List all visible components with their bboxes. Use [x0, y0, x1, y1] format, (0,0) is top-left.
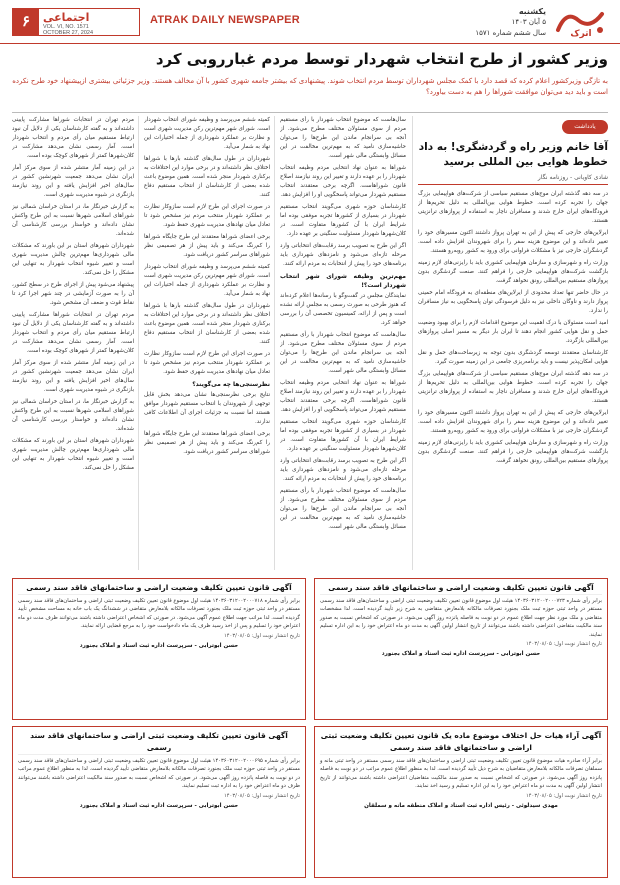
section-name: اجتماعی [43, 11, 90, 24]
column-divider [138, 116, 139, 570]
col2-p2: شهرداران در طول سال‌های گذشته بارها با شوراها اختلاف نظر داشته‌اند و در برخی موارد این اختلافات به برکناری شهردار منجر شده است. همین موضوع باعث شده بعضی از کارشناسان از انتخاب مستقیم دفاع کنند. [144, 156, 270, 198]
notice-date: تاریخ انتشار نوبت اول: ۱۴۰۳/۰۸/۰۵ [525, 792, 602, 799]
col2-p1: کمیته ششم می‌پرسد و وظیفه شورای انتخاب شهردار است. شورای شهر مهم‌ترین رکن مدیریت شهری است و نظارت بر عملکرد شهرداری از جمله اختیارات این نهاد به شمار می‌آید. [144, 117, 270, 150]
notice-sign: حسن ابوترابی - سرپرست اداره ثبت اسناد و املاک بجنورد [381, 651, 541, 658]
notice-sign: مهدی سیدلوئی - رئیس اداره ثبت اسناد و املاک منطقه مانه و سملقان [364, 803, 558, 810]
col1-p2: شوراها به عنوان نهاد انتخابی مردم وظیفه انتخاب شهردار را بر عهده دارند و تغییر این روند نیازمند اصلاح قانون شوراهاست. اگرچه برخی معتقدند انتخاب مستقیم شهردار می‌تواند پاسخگویی او را افزایش دهد. [280, 165, 406, 198]
notice-body: برابر رأی شماره ۱۴۰۳۶۰۳۱۲۰۰۲۰۰۰۶۹۵ هیئت اول موضوع قانون تعیین تکلیف وضعیت ثبتی اراضی و ساختمان‌های فاقد سند رسمی مستقر در واحد ثبتی حوزه ثبت ملک بجنورد تصرفات مالکانه بلامعارض متقاضی تأیید گردیده است. لذا به منظور اطلاع عموم مراتب در دو نوبت به فاصله پانزده روز آگهی می‌شود. در صورتی که اشخاص نسبت به صدور سند مالکیت اعتراضی داشته باشند می‌توانند ظرف دو ماه اعتراض خود را به اداره ثبت تسلیم نمایند. [18, 758, 300, 790]
col3-p7: در این زمینه آمار منتشر شده از سوی مرکز آمار ایران نشان می‌دهد جمعیت شهرنشین کشور در سال‌های اخیر افزایش یافته و این روند نیازمند بازنگری در شیوه مدیریت شهری است. [12, 360, 134, 393]
sidebar-p2: ایرلاین‌های خارجی که پیش از این به تهران پرواز داشتند اکنون مسیرهای خود را تغییر داده‌اند و این موضوع هزینه سفر را برای شهروندان افزایش داده است. گردشگران خارجی نیز با مشکلات فراوانی برای ورود به کشور روبه‌رو هستند. [418, 230, 608, 254]
col3-p3: به گزارش خبرنگار ما، در استان خراسان شمالی نیز شوراهای اسلامی شهرها نسبت به این طرح واکنش نشان داده‌اند و خواستار بررسی کارشناسی آن شده‌اند. [12, 204, 134, 237]
notice-date: تاریخ انتشار نوبت اول: ۱۴۰۳/۰۸/۰۵ [525, 641, 602, 648]
col2-p3: در صورت اجرای این طرح لازم است سازوکار نظارت بر عملکرد شهردار منتخب مردم نیز مشخص شود تا تعادل میان نهادهای مدیریت شهری حفظ شود. [144, 204, 270, 228]
header-date [475, 6, 546, 39]
col3-p1: مردم تهران در انتخابات شوراها مشارکت پایینی داشته‌اند و به گفته کارشناسان یکی از دلایل آن نبود ارتباط مستقیم میان رأی مردم و انتخاب شهردار است. آمار رسمی نشان می‌دهد مشارکت در کلان‌شهرها کمتر از شهرهای کوچک بوده است. [12, 117, 134, 159]
col2-p8: نتایج برخی نظرسنجی‌ها نشان می‌دهد بخش قابل توجهی از شهروندان با انتخاب مستقیم شهردار موافق هستند اما نسبت به جزئیات اجرای آن اطلاعات کافی ندارند. [144, 392, 270, 425]
col2-p6: شهرداران در طول سال‌های گذشته بارها با شوراها اختلاف نظر داشته‌اند و در برخی موارد این اختلافات به برکناری شهردار منجر شده است. همین موضوع باعث شده بعضی از کارشناسان از انتخاب مستقیم دفاع کنند. [144, 303, 270, 345]
atrak-logo [552, 4, 610, 40]
section-box [12, 8, 140, 36]
note-badge: یادداشت [562, 120, 608, 134]
notice-title: آگهی قانون تعیین تکلیف وضعیت اراضی و ساختمانهای فاقد سند رسمی [18, 582, 300, 595]
sidebar-p3: وزارت راه و شهرسازی و سازمان هواپیمایی کشوری باید با رایزنی‌های لازم زمینه بازگشت شرکت‌های هواپیمایی خارجی را فراهم کنند. صنعت گردشگری بدون پروازهای مستقیم بین‌المللی رونق نخواهد گرفت. [418, 260, 608, 284]
col1-p1: سال‌هاست که موضوع انتخاب شهردار با رأی مستقیم مردم از سوی مسئولان مختلف مطرح می‌شود. از آنجه بی سرانجام ماندن این طرح‌ها را می‌توان حاشیه‌سازی نامید که به مهم‌ترین مخالفت در این مسائل وابستگی مالی شهر است. [280, 117, 406, 159]
col2-p4: برخی اعضای شوراها معتقدند این طرح جایگاه شوراها را کم‌رنگ می‌کند و باید پیش از هر تصمیمی نظر شوراهای سراسر کشور دریافت شود. [144, 234, 270, 258]
vol-line1: VOL. VI, NO. 1571 [43, 24, 89, 30]
page-header [0, 0, 620, 44]
sidebar-p9: وزارت راه و شهرسازی و سازمان هواپیمایی کشوری باید با رایزنی‌های لازم زمینه بازگشت شرکت‌های هواپیمایی خارجی را فراهم کنند. صنعت گردشگری بدون پروازهای مستقیم بین‌المللی رونق نخواهد گرفت. [418, 440, 608, 464]
sidebar-article-title: آقا خانم وزیر راه و گردشگری! به داد خطوط هوایی بین المللی برسید [418, 141, 608, 168]
col3-p6: مردم تهران در انتخابات شوراها مشارکت پایینی داشته‌اند و به گفته کارشناسان یکی از دلایل آن نبود ارتباط مستقیم میان رأی مردم و انتخاب شهردار است. آمار رسمی نشان می‌دهد مشارکت در کلان‌شهرها کمتر از شهرهای کوچک بوده است. [12, 312, 134, 354]
legal-notices [12, 578, 608, 878]
col1-p6: سال‌هاست که موضوع انتخاب شهردار با رأی مستقیم مردم از سوی مسئولان مختلف مطرح می‌شود. از آنجه بی سرانجام ماندن این طرح‌ها را می‌توان حاشیه‌سازی نامید که به مهم‌ترین مخالفت در این مسائل وابستگی مالی شهر است. [280, 332, 406, 374]
col3-p4: شهرداران شهرهای استان بر این باورند که مشکلات مالی شهرداری‌ها مهم‌ترین چالش مدیریت شهری است و تغییر شیوه انتخاب شهردار به تنهایی این مشکل را حل نمی‌کند. [12, 243, 134, 276]
newspaper-name-en: ATRAK DAILY NEWSPAPER [150, 14, 300, 26]
col3-p8: به گزارش خبرنگار ما، در استان خراسان شمالی نیز شوراهای اسلامی شهرها نسبت به این طرح واکنش نشان داده‌اند و خواستار بررسی کارشناسی آن شده‌اند. [12, 399, 134, 432]
notice-body: برابر رأی شماره ۱۴۰۳۶۰۳۱۲۰۰۲۰۰۰۷۱۸ هیئت اول موضوع قانون تعیین تکلیف وضعیت ثبتی اراضی و ساختمان‌های فاقد سند رسمی مستقر در واحد ثبتی حوزه ثبت ملک بجنورد تصرفات مالکانه بلامعارض متقاضی در ششدانگ یک باب خانه به مساحت مشخص تأیید گردیده است. لذا مراتب جهت اطلاع عموم آگهی می‌شود. در صورتی که اشخاص اعتراضی داشته باشند می‌توانند ظرف مدت دو ماه اعتراض خود را تسلیم و پس از اخذ رسید ظرف یک ماه دادخواست خود را به مرجع قضایی ارائه نمایند. [18, 598, 300, 630]
notice-box-1 [314, 578, 608, 720]
col2-subheading: نظرسنجی‌ها چه می‌گویند؟ [192, 381, 270, 388]
notice-title: آگهی قانون تعیین تکلیف وضعیت اراضی و ساختمانهای فاقد سند رسمی [320, 582, 602, 595]
column-divider [412, 116, 413, 570]
vol-line2: OCTOBER 27, 2024 [43, 30, 94, 36]
brand-text: اترک [570, 29, 592, 39]
notice-title: آگهی قانون تعیین تکلیف وضعیت ثبتی اراضی و ساختمانهای فاقد سند رسمی [18, 730, 300, 755]
col2-p5: کمیته ششم می‌پرسد و وظیفه شورای انتخاب شهردار است. شورای شهر مهم‌ترین رکن مدیریت شهری است و نظارت بر عملکرد شهرداری از جمله اختیارات این نهاد به شمار می‌آید. [144, 264, 270, 297]
column-divider [274, 116, 275, 570]
col1-p9: اگر این طرح به تصویب برسد رقابت‌های انتخاباتی وارد مرحله تازه‌ای می‌شود و نامزدهای شهرداری باید برنامه‌های خود را پیش از انتخابات به مردم ارائه کنند. [280, 458, 406, 482]
sidebar-p1: در سه دهه گذشته ایران موج‌های مستقیم سیاسی از شرکت‌های هواپیمایی بزرگ جهان را تجربه کرده است. خطوط هوایی بین‌المللی به دلیل تحریم‌ها از فرودگاه‌های ایران خارج شدند و مسافران ناچار به استفاده از پروازهای ترانزیتی هستند. [418, 191, 608, 224]
col3-p9: شهرداران شهرهای استان بر این باورند که مشکلات مالی شهرداری‌ها مهم‌ترین چالش مدیریت شهری است و تغییر شیوه انتخاب شهردار به تنهایی این مشکل را حل نمی‌کند. [12, 438, 134, 471]
notice-body: برابر رأی شماره ۱۴۰۳۶۰۳۱۲۰۰۲۰۰۰۷۲۳ هیئت اول موضوع قانون تعیین تکلیف وضعیت ثبتی اراضی و ساختمان‌های فاقد سند رسمی مستقر در واحد ثبتی حوزه ثبت ملک بجنورد تصرفات مالکانه بلامعارض متقاضی به شرح زیر تأیید گردیده است. لذا مشخصات متقاضی و ملک مورد نظر جهت اطلاع عموم در دو نوبت به فاصله پانزده روز آگهی می‌شود. در صورتی که اشخاص نسبت به صدور سند مالکیت متقاضی اعتراضی داشته باشند می‌توانند از تاریخ انتشار اولین آگهی به مدت دو ماه اعتراض خود را به این اداره تسلیم نمایند. [320, 598, 602, 638]
col2-p9: برخی اعضای شوراها معتقدند این طرح جایگاه شوراها را کم‌رنگ می‌کند و باید پیش از هر تصمیمی نظر شوراهای سراسر کشور دریافت شود. [144, 431, 270, 455]
col2-p7: در صورت اجرای این طرح لازم است سازوکار نظارت بر عملکرد شهردار منتخب مردم نیز مشخص شود تا تعادل میان نهادهای مدیریت شهری حفظ شود. [144, 351, 270, 375]
sidebar-p4: در حال حاضر تنها تعداد محدودی از ایرلاین‌های منطقه‌ای به فرودگاه امام خمینی پرواز دارند و ناوگان داخلی نیز به دلیل فرسودگی توان پاسخگویی به نیاز مسافران را ندارد. [418, 290, 608, 314]
main-article-col2 [144, 116, 270, 570]
main-article-col1 [280, 116, 406, 570]
notice-sign: حسن ابوترابی - سرپرست اداره ثبت اسناد و املاک بجنورد [79, 803, 239, 810]
notice-box-3 [314, 726, 608, 878]
main-article-col3 [12, 116, 134, 570]
col3-p5: پیشنهاد می‌شود پیش از اجرای طرح در سطح کشور، آن را به صورت آزمایشی در چند شهر اجرا کرد تا نقاط قوت و ضعف آن مشخص شود. [12, 282, 134, 306]
header-date-fa: ۵ آبان ۱۴۰۳ [511, 18, 546, 26]
main-headline: وزیر کشور از طرح انتخاب شهردار توسط مردم غبارروبی کرد [155, 50, 608, 68]
sidebar-p6: کارشناسان معتقدند توسعه گردشگری بدون توجه به زیرساخت‌های حمل و نقل هوایی امکان‌پذیر نیست و باید برنامه‌ریزی جامعی در این زمینه صورت گیرد. [418, 350, 608, 365]
notice-body: برابر آراء صادره هیات موضوع قانون تعیین تکلیف وضعیت ثبتی اراضی و ساختمان‌های فاقد سند رسمی مستقر در واحد ثبتی مانه و سملقان تصرفات مالکانه بلامعارض متقاضیان به شرح ذیل تأیید گردیده است. لذا به منظور اطلاع عموم مراتب در دو نوبت به فاصله پانزده روز آگهی می‌شود. در صورتی که اشخاص نسبت به صدور سند مالکیت متقاضیان اعتراضی داشته باشند می‌توانند از تاریخ انتشار اولین آگهی به مدت دو ماه اعتراض خود را به این اداره تسلیم و رسید اخذ نمایند. [320, 758, 602, 790]
notice-date: تاریخ انتشار نوبت اول: ۱۴۰۳/۰۸/۰۵ [223, 632, 300, 639]
headline-separator [12, 112, 608, 113]
notice-box-2 [12, 578, 306, 720]
col1-p8: کارشناسان حوزه شهری می‌گویند انتخاب مستقیم شهردار در بسیاری از کشورها تجربه موفقی بوده اما شرایط ایران با آن کشورها متفاوت است. در کلان‌شهرها شهردار مسئولیت سنگینی بر عهده دارد. [280, 419, 406, 452]
col1-p5: نمایندگان مجلس در گفت‌وگو با رسانه‌ها اعلام کرده‌اند که هنوز طرحی به صورت رسمی به مجلس ارائه نشده است و پس از ارائه، کمیسیون تخصصی آن را بررسی خواهد کرد. [280, 293, 406, 326]
col1-p7: شوراها به عنوان نهاد انتخابی مردم وظیفه انتخاب شهردار را بر عهده دارند و تغییر این روند نیازمند اصلاح قانون شوراهاست. اگرچه برخی معتقدند انتخاب مستقیم شهردار می‌تواند پاسخگویی او را افزایش دهد. [280, 380, 406, 413]
header-issue: سال ششم شماره ۱۵۷۱ [475, 29, 546, 37]
main-lead: به تازگی وزیرکشور اعلام کرده که قصد دارد با کمک مجلس شهرداران توسط مردم انتخاب شوند. پیشنهادی که بیشتر جامعه شهری کشور با آن مخالف هستند. وزیر جزئیاتی بیشتری ازپیشنهاد خود طرح نکرده است و باید دید می‌توان موافقت شوراها را هم به دست بیاورد؟ [12, 77, 608, 96]
col1-p3: کارشناسان حوزه شهری می‌گویند انتخاب مستقیم شهردار در بسیاری از کشورها تجربه موفقی بوده اما شرایط ایران با آن کشورها متفاوت است. در کلان‌شهرها شهردار مسئولیت سنگینی بر عهده دارد. [280, 204, 406, 237]
col3-p2: در این زمینه آمار منتشر شده از سوی مرکز آمار ایران نشان می‌دهد جمعیت شهرنشین کشور در سال‌های اخیر افزایش یافته و این روند نیازمند بازنگری در شیوه مدیریت شهری است. [12, 165, 134, 198]
notice-box-4 [12, 726, 306, 878]
sidebar-p8: ایرلاین‌های خارجی که پیش از این به تهران پرواز داشتند اکنون مسیرهای خود را تغییر داده‌اند و این موضوع هزینه سفر را برای شهروندان افزایش داده است. گردشگران خارجی نیز با مشکلات فراوانی برای ورود به کشور روبه‌رو هستند. [418, 410, 608, 434]
sidebar-article-author: شادی کاویانی - روزنامه نگار [537, 174, 608, 181]
notice-date: تاریخ انتشار نوبت اول: ۱۴۰۳/۰۸/۰۵ [223, 792, 300, 799]
page-number: ۶ [13, 9, 39, 35]
notice-sign: حسن ابوترابی - سرپرست اداره ثبت اسناد و املاک بجنورد [79, 643, 239, 650]
col1-p4: اگر این طرح به تصویب برسد رقابت‌های انتخاباتی وارد مرحله تازه‌ای می‌شود و نامزدهای شهرداری باید برنامه‌های خود را پیش از انتخابات به مردم ارائه کنند. [280, 243, 406, 267]
col1-subheading: مهم‌ترین وظیفه شورای شهر انتخاب شهردار است؟! [280, 273, 406, 289]
header-day: یکشنبه [518, 7, 546, 16]
notice-title: آگهی آراء هیات حل اختلاف موضوع ماده یک قانون تعیین تکلیف وضعیت ثبتی اراضی و ساختمانهای فاقد سند رسمی [320, 730, 602, 755]
sidebar-article-rule [418, 184, 608, 185]
volume-info [43, 24, 93, 36]
col1-p10: سال‌هاست که موضوع انتخاب شهردار با رأی مستقیم مردم از سوی مسئولان مختلف مطرح می‌شود. از آنجه بی سرانجام ماندن این طرح‌ها را می‌توان حاشیه‌سازی نامید که به مهم‌ترین مخالفت در این مسائل وابستگی مالی شهر است. [280, 488, 406, 530]
sidebar-article-body [418, 190, 608, 570]
sidebar-p5: امید است مسئولان با درک اهمیت این موضوع اقدامات لازم را برای بهبود وضعیت حمل و نقل هوایی کشور انجام دهند تا ایران بار دیگر به مسیر اصلی پروازهای بین‌المللی بازگردد. [418, 320, 608, 344]
sidebar-p7: در سه دهه گذشته ایران موج‌های مستقیم سیاسی از شرکت‌های هواپیمایی بزرگ جهان را تجربه کرده است. خطوط هوایی بین‌المللی به دلیل تحریم‌ها از فرودگاه‌های ایران خارج شدند و مسافران ناچار به استفاده از پروازهای ترانزیتی هستند. [418, 371, 608, 404]
